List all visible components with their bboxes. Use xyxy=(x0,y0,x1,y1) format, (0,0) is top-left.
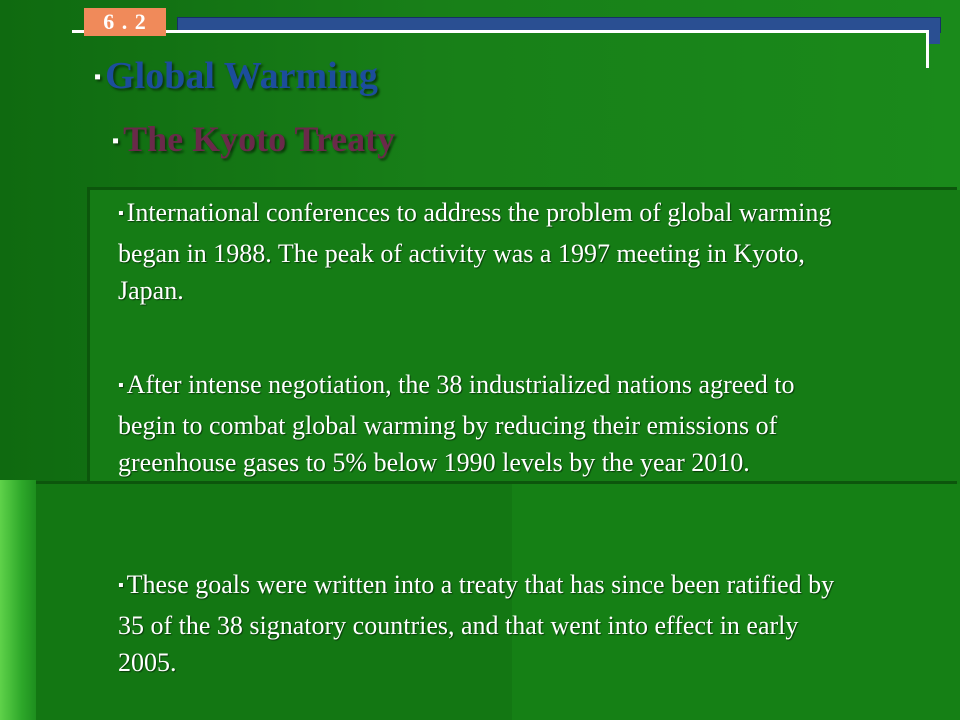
bullet-paragraph xyxy=(118,366,848,481)
background-accent-strip xyxy=(0,480,36,720)
square-bullet-icon: ▪ xyxy=(118,377,124,394)
bullet-paragraph xyxy=(118,566,848,681)
header-rule-right xyxy=(166,30,178,33)
square-bullet-icon: ▪ xyxy=(94,66,102,88)
bullet-paragraph xyxy=(118,194,848,309)
square-bullet-icon: ▪ xyxy=(112,130,120,152)
header-rule xyxy=(176,30,928,33)
slide-subtitle: The Kyoto Treaty xyxy=(123,119,396,159)
square-bullet-icon: ▪ xyxy=(118,205,124,222)
header-bar-end xyxy=(928,18,940,44)
slide-subtitle-line xyxy=(112,118,395,160)
slide-number: 6 . 2 xyxy=(103,9,147,34)
paragraph-text: After intense negotiation, the 38 industrialized nations agreed to begin to combat global warming by reducing their emissions of greenhouse gases to 5% below 1990 levels by the year 2010. xyxy=(118,370,795,477)
header-rule-drop xyxy=(926,30,929,68)
paragraph-text: These goals were written into a treaty that has since been ratified by 35 of the 38 signatory countries, and that went into effect in early 2005. xyxy=(118,570,835,677)
square-bullet-icon: ▪ xyxy=(118,577,124,594)
slide-title: Global Warming xyxy=(105,55,378,97)
slide-title-line xyxy=(94,54,378,98)
paragraph-text: International conferences to address the problem of global warming began in 1988. The peak of activity was a 1997 meeting in Kyoto, Japan. xyxy=(118,198,832,305)
header-rule-left xyxy=(72,30,84,33)
